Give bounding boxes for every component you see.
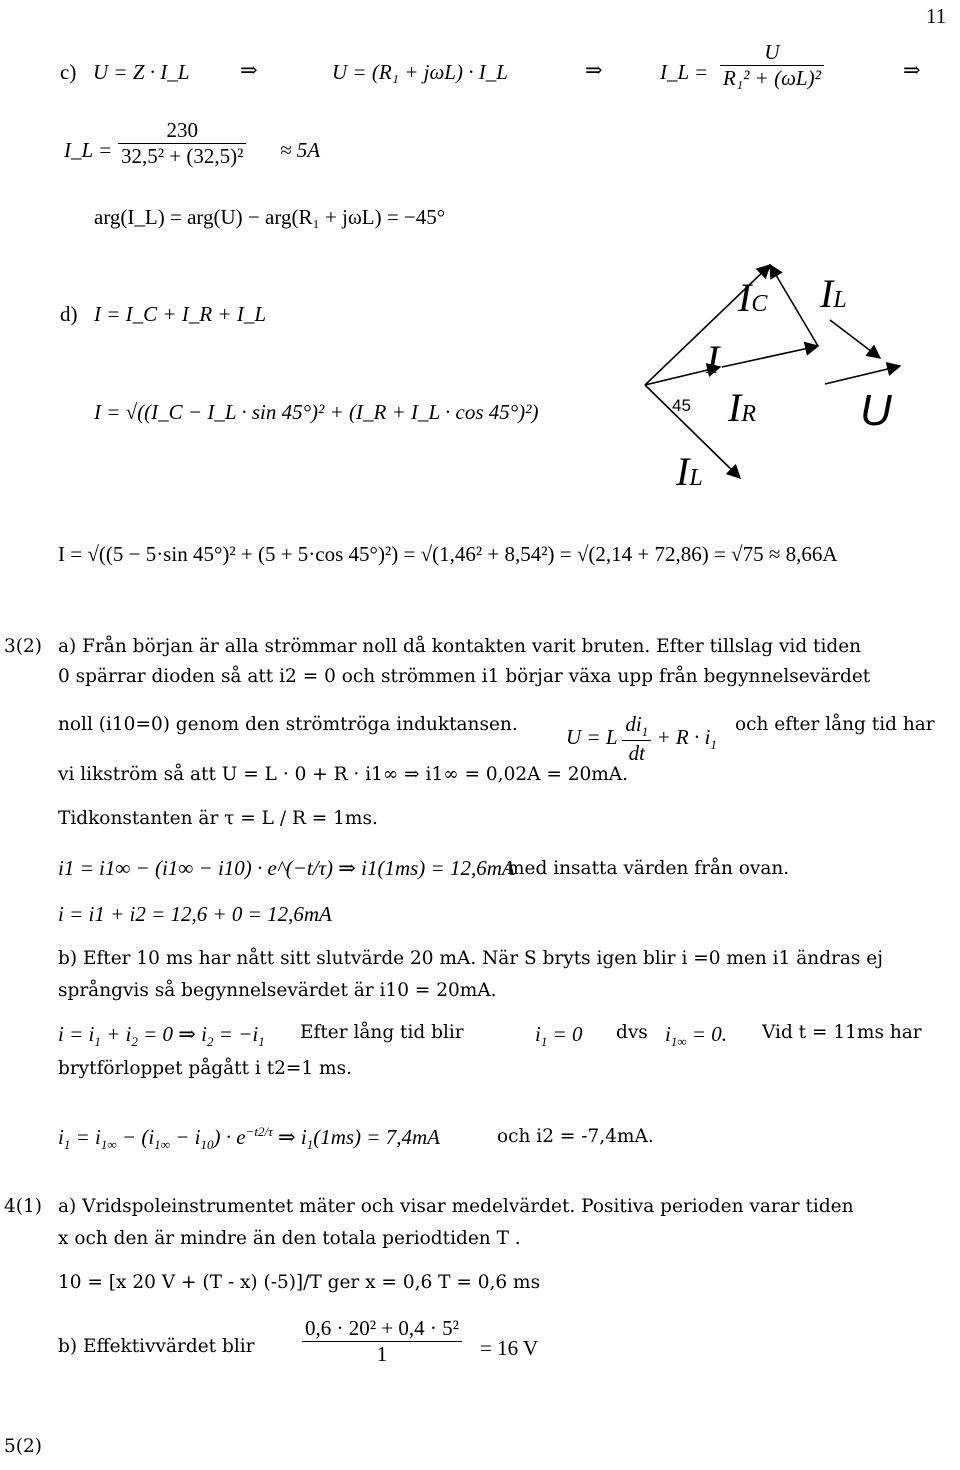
s3-p10-eq2: $i_1 = 0$ [535, 1022, 583, 1050]
s4-num: 4(1) [4, 1196, 42, 1217]
diagram-angle: 45 [672, 396, 691, 415]
s4-p4a: b) Effektivvärdet blir [58, 1336, 255, 1357]
c-arrow-2: ⇒ [585, 58, 603, 82]
diagram-label-U: U [860, 386, 892, 435]
s4-p3: 10 = [x 20 V + (T - x) (-5)]/T ger x = 0,6 T = 0,6 ms [58, 1272, 541, 1293]
c-calc-res: ≈ 5A [280, 138, 321, 162]
c-eq1: U = Z · I_L [93, 60, 190, 84]
c-calc-num: 230 [118, 118, 246, 144]
diagram-label-IC: IC [738, 275, 768, 320]
d-label: d) [60, 302, 78, 326]
c-eq2: U = (R₁ + jωL) · I_L [332, 60, 508, 84]
c-calc-lhs: I_L = [64, 138, 113, 162]
s3-p3b: och efter lång tid har [735, 714, 935, 735]
diagram-label-I: I [706, 337, 720, 382]
phasor-IC [770, 265, 818, 346]
d-eq3: I = √((5 − 5·sin 45°)² + (5 + 5·cos 45°)²) = √(1,46² + 8,54²) = √(2,14 + 72,86) = √75 ≈ 8,66A [58, 542, 838, 566]
d-eq2: I = √((I_C − I_L · sin 45°)² + (I_R + I_L · cos 45°)²) [94, 400, 539, 424]
s3-p5: Tidkonstanten är τ = L / R = 1ms. [58, 808, 378, 829]
s3-p8: b) Efter 10 ms har nått sitt slutvärde 20 mA. När S bryts igen blir i =0 men i1 ändras ej [58, 948, 883, 969]
c-arrow-1: ⇒ [240, 58, 258, 82]
s3-p10b: dvs [616, 1022, 648, 1043]
s3-num: 3(2) [4, 636, 42, 657]
s3-p3-frac: $\frac{di_1}{dt}$ [622, 712, 651, 766]
s3-p10c: Vid t = 11ms har [762, 1022, 922, 1043]
s4-p4-den: 1 [376, 1342, 388, 1366]
s5-num: 5(2) [4, 1436, 42, 1457]
diagram-label-IR: IR [728, 385, 756, 430]
s3-p4: vi likström så att U = L · 0 + R · i1∞ ⇒ i1∞ = 0,02A = 20mA. [58, 764, 629, 785]
s3-p9: språngvis så begynnelsevärdet är i10 = 20mA. [58, 980, 497, 1001]
phasor-IL-right [830, 320, 880, 358]
c-label: c) [60, 60, 77, 84]
s3-p10-eq1: $i = i_1 + i_2 = 0$ ⇒ $i_2 = -i_1$ [58, 1022, 265, 1050]
phasor-IR-U [722, 346, 818, 367]
s3-p10a: Efter lång tid blir [300, 1022, 464, 1043]
diagram-sub-R: R [741, 401, 756, 427]
s3-p6a: i1 = i1∞ − (i1∞ − i10) · e^(−t/τ) ⇒ i1(1ms) = 12,6mA [58, 856, 515, 880]
s3-p2: 0 spärrar dioden så att i2 = 0 och strömmen i1 börjar växa upp från begynnelsevärdet [58, 666, 871, 687]
c-arrow-3: ⇒ [903, 58, 921, 82]
c-eq3-lhs: I_L = [660, 60, 709, 84]
s3-p1: a) Från början är alla strömmar noll då kontakten varit bruten. Efter tillslag vid tiden [58, 636, 862, 657]
s3-p12b: och i2 = -7,4mA. [497, 1126, 654, 1147]
d-eq1: I = I_C + I_R + I_L [94, 302, 266, 326]
c-eq3-den: R₁² + (ωL)² [720, 65, 824, 91]
page-number: 11 [926, 4, 947, 28]
c-eq3-num: U [764, 40, 780, 64]
diagram-label-IL-top: IL [820, 271, 847, 316]
s4-p4-num: 0,6 · 20² + 0,4 · 5² [302, 1316, 462, 1342]
s4-p4-res: = 16 V [480, 1336, 539, 1360]
s3-p10-eq3: $i_{1\infty} = 0$. [665, 1022, 728, 1050]
s3-p11: brytförloppet pågått i t2=1 ms. [58, 1058, 352, 1079]
diagram-sub-C: C [751, 291, 768, 317]
s4-p1: a) Vridspoleinstrumentet mäter och visar medelvärdet. Positiva perioden varar tiden [58, 1196, 854, 1217]
phasor-U [825, 366, 900, 384]
diagram-label-IL-bottom: IL [676, 449, 703, 494]
c-arg-line: arg(I_L) = arg(U) − arg(R₁ + jωL) = −45° [94, 205, 446, 229]
diagram-sub-L-bottom: L [689, 465, 703, 491]
s3-p6b: med insatta värden från ovan. [507, 858, 790, 879]
s3-p7: i = i1 + i2 = 12,6 + 0 = 12,6mA [58, 902, 332, 926]
s3-p3a: noll (i10=0) genom den strömtröga induktansen. [58, 714, 518, 735]
s3-p3-eq: U = L $\frac{di_1}{dt}$ + $R \cdot i_1$ [566, 712, 717, 766]
s4-p4-frac [302, 1316, 462, 1367]
s3-p12-eq: $i_1 = i_{1\infty} - (i_{1\infty} - i_{10}) \cdot e^{-t2/\tau}$ ⇒ $i_1(1ms) = 7,4mA$ [58, 1124, 440, 1153]
diagram-sub-L-top: L [833, 287, 847, 313]
c-calc-den: 32,5² + (32,5)² [121, 144, 244, 168]
s4-p2: x och den är mindre än den totala periodtiden T . [58, 1228, 521, 1249]
